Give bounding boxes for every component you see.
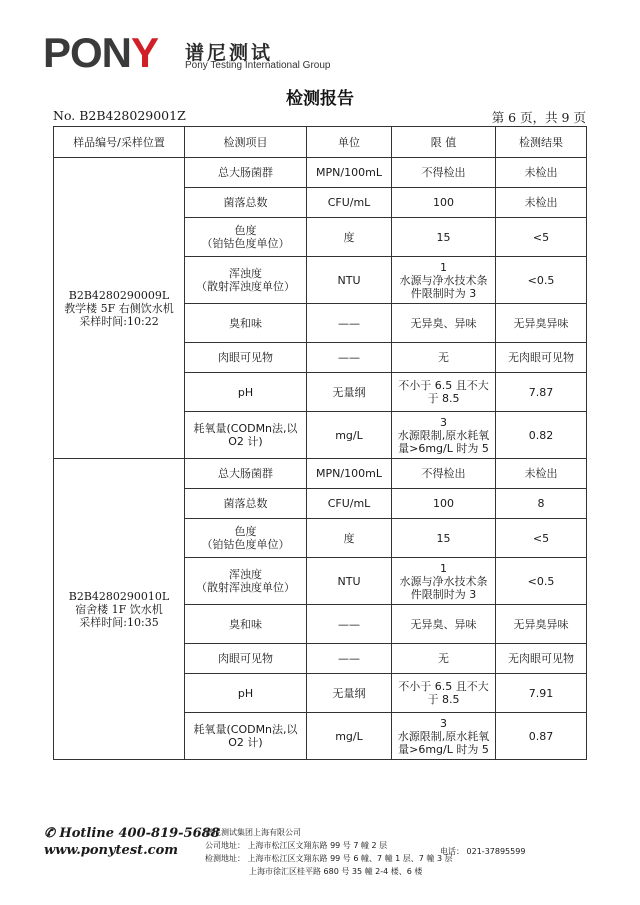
cell-result: 无肉眼可见物 — [496, 343, 587, 373]
cell-limit: 不小于 6.5 且不大 于 8.5 — [392, 373, 496, 412]
test-results-table — [53, 126, 587, 760]
sample-time: 采样时间:10:22 — [79, 314, 159, 328]
cell-item: 耗氧量(CODMn法,以 O2 计) — [185, 412, 307, 459]
cell-limit: 100 — [392, 489, 496, 519]
sample-sample-id: B2B4280290010L — [68, 589, 170, 603]
cell-unit: —— — [307, 644, 392, 674]
cell-result: 无肉眼可见物 — [496, 644, 587, 674]
cell-item: 色度 （铂钴色度单位） — [185, 218, 307, 257]
cell-unit: mg/L — [307, 713, 392, 760]
website-link[interactable]: www.ponytest.com — [44, 843, 179, 858]
cell-item: 菌落总数 — [185, 188, 307, 218]
sample-info-cell — [54, 158, 185, 459]
cell-result: <0.5 — [496, 257, 587, 304]
header-limit: 限 值 — [392, 127, 496, 158]
cell-limit: 不得检出 — [392, 459, 496, 489]
footer-lab-address-2: 上海市徐汇区桂平路 680 号 35 幢 2-4 楼、6 楼 — [249, 867, 423, 876]
cell-item: pH — [185, 674, 307, 713]
cell-result: <5 — [496, 519, 587, 558]
report-number: No. B2B428029001Z — [53, 108, 186, 123]
cell-unit: —— — [307, 605, 392, 644]
cell-result: <0.5 — [496, 558, 587, 605]
cell-unit: —— — [307, 304, 392, 343]
cell-unit: CFU/mL — [307, 489, 392, 519]
sample-time: 采样时间:10:35 — [79, 615, 159, 629]
cell-limit: 3 水源限制,原水耗氧 量>6mg/L 时为 5 — [392, 713, 496, 760]
cell-unit: 度 — [307, 519, 392, 558]
cell-limit: 100 — [392, 188, 496, 218]
cell-result: 无异臭异味 — [496, 304, 587, 343]
cell-unit: 无量纲 — [307, 373, 392, 412]
header-sample: 样品编号/采样位置 — [54, 127, 185, 158]
cell-unit: 无量纲 — [307, 674, 392, 713]
cell-result: 0.87 — [496, 713, 587, 760]
cell-unit: MPN/100mL — [307, 158, 392, 188]
cell-limit: 1 水源与净水技术条 件限制时为 3 — [392, 558, 496, 605]
footer-lab-address: 检测地址： 上海市松江区文翔东路 99 号 6 幢、7 幢 1 层、7 幢 3 层 — [205, 854, 453, 863]
footer-contact — [44, 825, 220, 859]
cell-unit: MPN/100mL — [307, 459, 392, 489]
cell-result: 0.82 — [496, 412, 587, 459]
cell-result: 8 — [496, 489, 587, 519]
cell-limit: 无 — [392, 343, 496, 373]
header-result: 检测结果 — [496, 127, 587, 158]
header-unit: 单位 — [307, 127, 392, 158]
report-title: 检测报告 — [286, 89, 354, 109]
cell-result: 未检出 — [496, 459, 587, 489]
cell-item: pH — [185, 373, 307, 412]
cell-result: 无异臭异味 — [496, 605, 587, 644]
cell-limit: 无异臭、异味 — [392, 605, 496, 644]
logo-wordmark: PONY — [43, 29, 159, 76]
cell-limit: 1 水源与净水技术条 件限制时为 3 — [392, 257, 496, 304]
cell-item: 色度 （铂钴色度单位） — [185, 519, 307, 558]
cell-item: 臭和味 — [185, 605, 307, 644]
cell-result: 未检出 — [496, 158, 587, 188]
cell-unit: CFU/mL — [307, 188, 392, 218]
cell-limit: 15 — [392, 519, 496, 558]
cell-item: 浑浊度 （散射浑浊度单位） — [185, 257, 307, 304]
sample-sample-id: B2B4280290009L — [68, 288, 170, 302]
table-row — [54, 158, 587, 188]
cell-limit: 无 — [392, 644, 496, 674]
company-name-en: Pony Testing International Group — [185, 60, 331, 71]
cell-result: 未检出 — [496, 188, 587, 218]
cell-result: <5 — [496, 218, 587, 257]
cell-limit: 3 水源限制,原水耗氧 量>6mg/L 时为 5 — [392, 412, 496, 459]
cell-item: 臭和味 — [185, 304, 307, 343]
cell-item: 肉眼可见物 — [185, 644, 307, 674]
footer-company-info — [205, 826, 453, 878]
sample-location: 宿舍楼 1F 饮水机 — [75, 602, 163, 616]
cell-limit: 无异臭、异味 — [392, 304, 496, 343]
cell-unit: mg/L — [307, 412, 392, 459]
cell-unit: NTU — [307, 558, 392, 605]
company-name-cn: 谱尼测试 — [185, 42, 274, 64]
cell-item: 耗氧量(CODMn法,以 O2 计) — [185, 713, 307, 760]
hotline: ✆ Hotline 400-819-5688 — [44, 826, 220, 841]
cell-item: 浑浊度 （散射浑浊度单位） — [185, 558, 307, 605]
cell-unit: —— — [307, 343, 392, 373]
sample-info-cell — [54, 459, 185, 760]
cell-item: 肉眼可见物 — [185, 343, 307, 373]
footer-phone: 电话： 021-37895599 — [440, 847, 526, 856]
cell-limit: 15 — [392, 218, 496, 257]
sample-location: 教学楼 5F 右侧饮水机 — [64, 301, 174, 315]
cell-result: 7.91 — [496, 674, 587, 713]
cell-result: 7.87 — [496, 373, 587, 412]
table-header-row — [54, 127, 587, 158]
cell-limit: 不得检出 — [392, 158, 496, 188]
table-row — [54, 459, 587, 489]
footer-company-name: 谱尼测试集团上海有限公司 — [205, 828, 301, 837]
header-item: 检测项目 — [185, 127, 307, 158]
cell-unit: NTU — [307, 257, 392, 304]
cell-item: 总大肠菌群 — [185, 459, 307, 489]
footer-company-address: 公司地址： 上海市松江区文翔东路 99 号 7 幢 2 层 — [205, 841, 388, 850]
cell-limit: 不小于 6.5 且不大 于 8.5 — [392, 674, 496, 713]
page-number: 第 6 页，共 9 页 — [491, 110, 586, 125]
cell-unit: 度 — [307, 218, 392, 257]
cell-item: 菌落总数 — [185, 489, 307, 519]
cell-item: 总大肠菌群 — [185, 158, 307, 188]
